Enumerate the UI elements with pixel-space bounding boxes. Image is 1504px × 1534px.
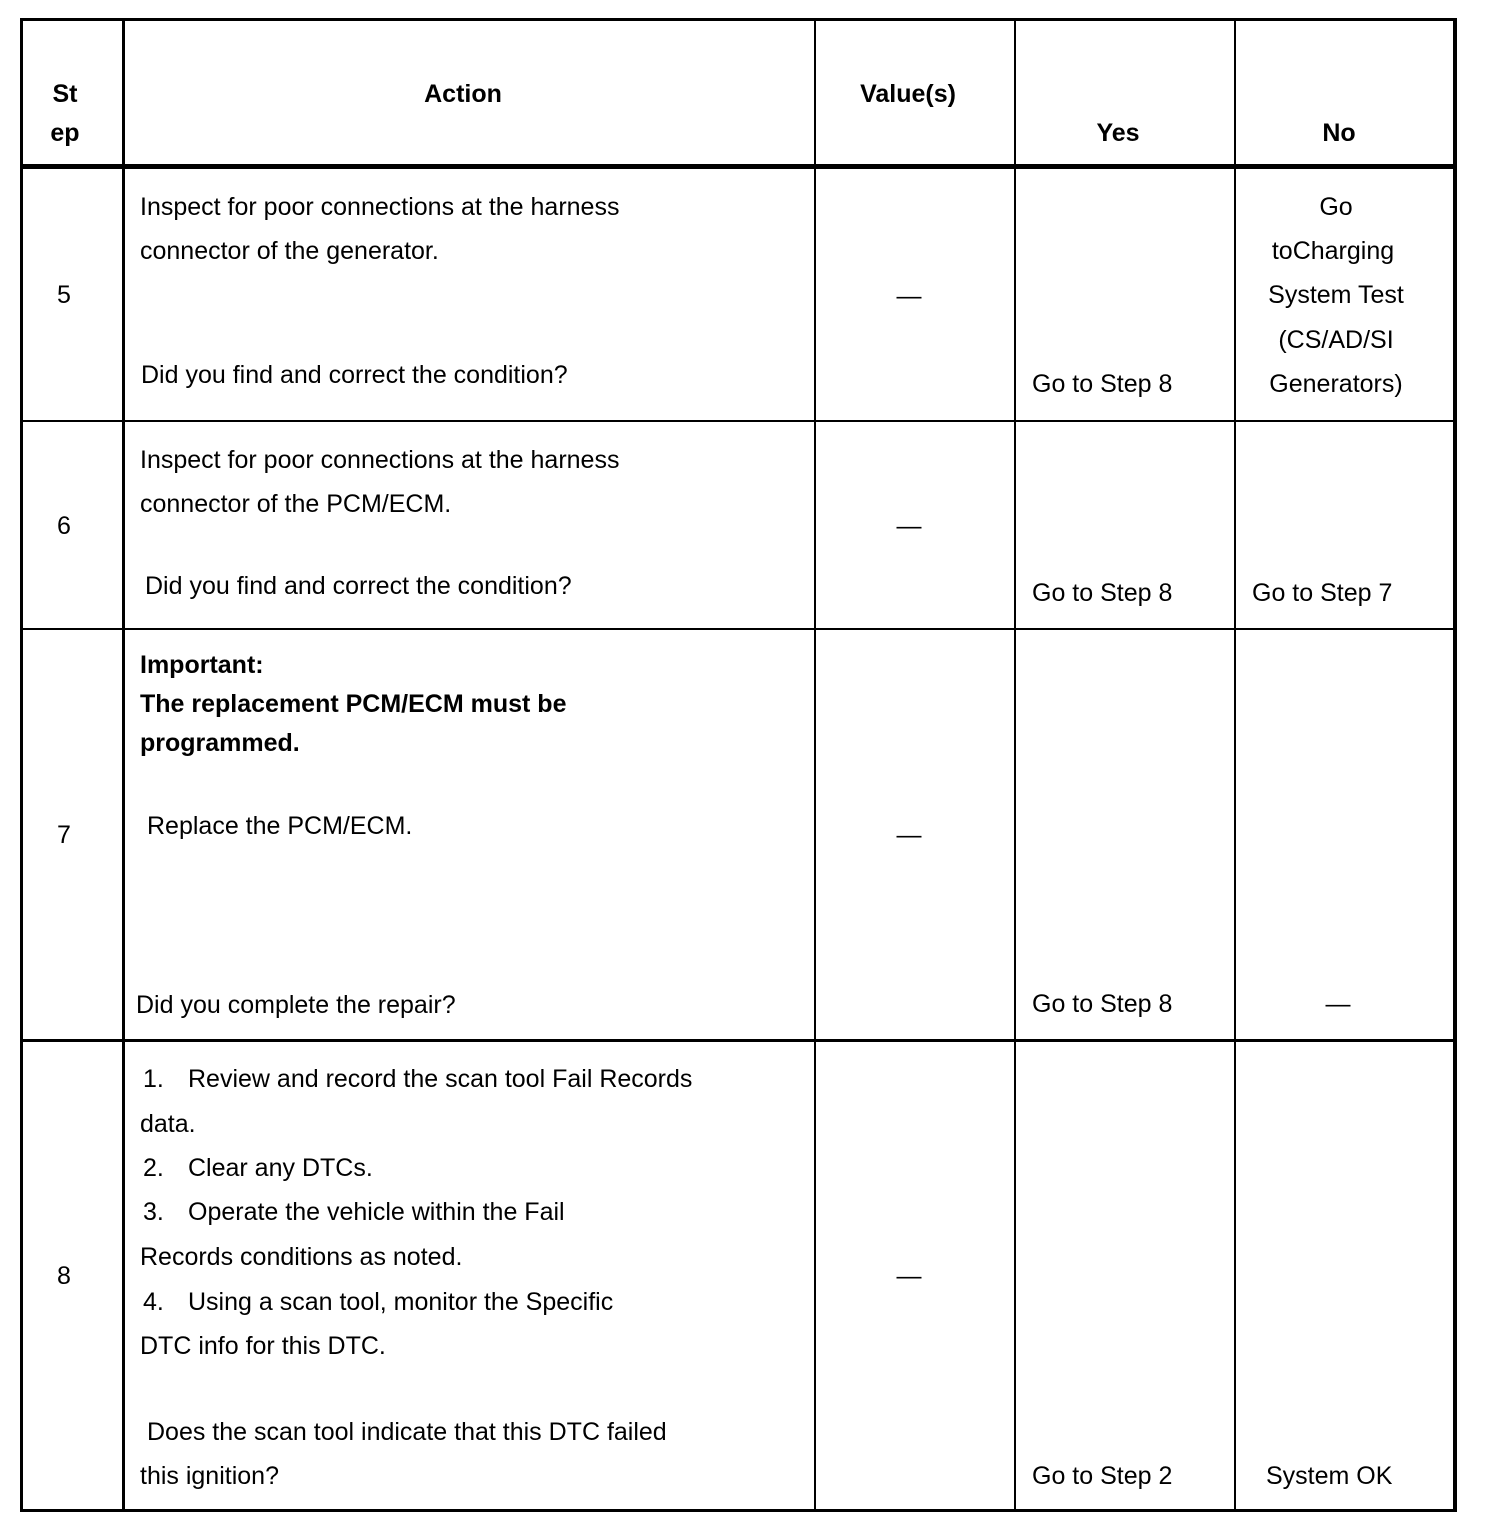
header-step-line1: St (52, 80, 78, 108)
row-divider-5-6 (20, 420, 1457, 422)
no-cell: System OK (1266, 1462, 1393, 1490)
no-cell: (CS/AD/SI (1278, 326, 1394, 354)
header-step-line2: ep (50, 119, 80, 147)
col-divider-step (122, 18, 125, 1512)
value-cell: — (896, 282, 922, 310)
no-cell: toCharging (1271, 237, 1395, 265)
step-number: 6 (57, 512, 71, 540)
action-text: Inspect for poor connections at the harness (140, 193, 620, 221)
list-item-text: Clear any DTCs. (188, 1154, 373, 1182)
list-item-number: 4. (143, 1288, 164, 1316)
important-text: programmed. (140, 729, 300, 757)
no-cell: Generators) (1269, 370, 1403, 398)
table-border-right (1453, 18, 1457, 1512)
action-question: this ignition? (140, 1462, 279, 1490)
no-cell: Go (1319, 193, 1353, 221)
action-question: Does the scan tool indicate that this DTC failed (147, 1418, 667, 1446)
col-divider-values (1014, 18, 1016, 1512)
action-question: Did you find and correct the condition? (141, 361, 568, 389)
action-text: Inspect for poor connections at the harness (140, 446, 620, 474)
col-divider-yes (1234, 18, 1236, 1512)
important-label: Important: (140, 651, 264, 679)
step-number: 8 (57, 1262, 71, 1290)
value-cell: — (896, 1262, 922, 1290)
yes-cell: Go to Step 2 (1032, 1462, 1173, 1490)
action-text: Replace the PCM/ECM. (147, 812, 413, 840)
step-number: 7 (57, 821, 71, 849)
table-border-left (20, 18, 23, 1512)
list-item-number: 3. (143, 1198, 164, 1226)
header-values: Value(s) (860, 80, 956, 108)
header-no: No (1322, 119, 1356, 147)
list-item-number: 2. (143, 1154, 164, 1182)
list-item-text: Review and record the scan tool Fail Records (188, 1065, 693, 1093)
value-cell: — (896, 512, 922, 540)
step-number: 5 (57, 281, 71, 309)
row-divider-6-7 (20, 628, 1457, 630)
table-border-bottom (20, 1509, 1457, 1512)
header-yes: Yes (1096, 119, 1140, 147)
list-item-text: Operate the vehicle within the Fail (188, 1198, 565, 1226)
no-cell: System Test (1268, 281, 1404, 309)
row-divider-7-8 (20, 1039, 1457, 1042)
list-item-text: Using a scan tool, monitor the Specific (188, 1288, 614, 1316)
action-text: connector of the generator. (140, 237, 439, 265)
table-border-top (20, 18, 1457, 21)
yes-cell: Go to Step 8 (1032, 370, 1173, 398)
col-divider-action (814, 18, 816, 1512)
list-item-text: DTC info for this DTC. (140, 1332, 386, 1360)
list-item-text: Records conditions as noted. (140, 1243, 463, 1271)
important-text: The replacement PCM/ECM must be (140, 690, 567, 718)
list-item-text: data. (140, 1110, 196, 1138)
list-item-number: 1. (143, 1065, 164, 1093)
header-divider (20, 164, 1457, 169)
header-action: Action (424, 80, 502, 108)
action-question: Did you complete the repair? (136, 991, 456, 1019)
no-cell: Go to Step 7 (1252, 579, 1393, 607)
action-text: connector of the PCM/ECM. (140, 490, 452, 518)
no-cell: — (1325, 990, 1351, 1018)
value-cell: — (896, 821, 922, 849)
yes-cell: Go to Step 8 (1032, 990, 1173, 1018)
action-question: Did you find and correct the condition? (145, 572, 572, 600)
yes-cell: Go to Step 8 (1032, 579, 1173, 607)
